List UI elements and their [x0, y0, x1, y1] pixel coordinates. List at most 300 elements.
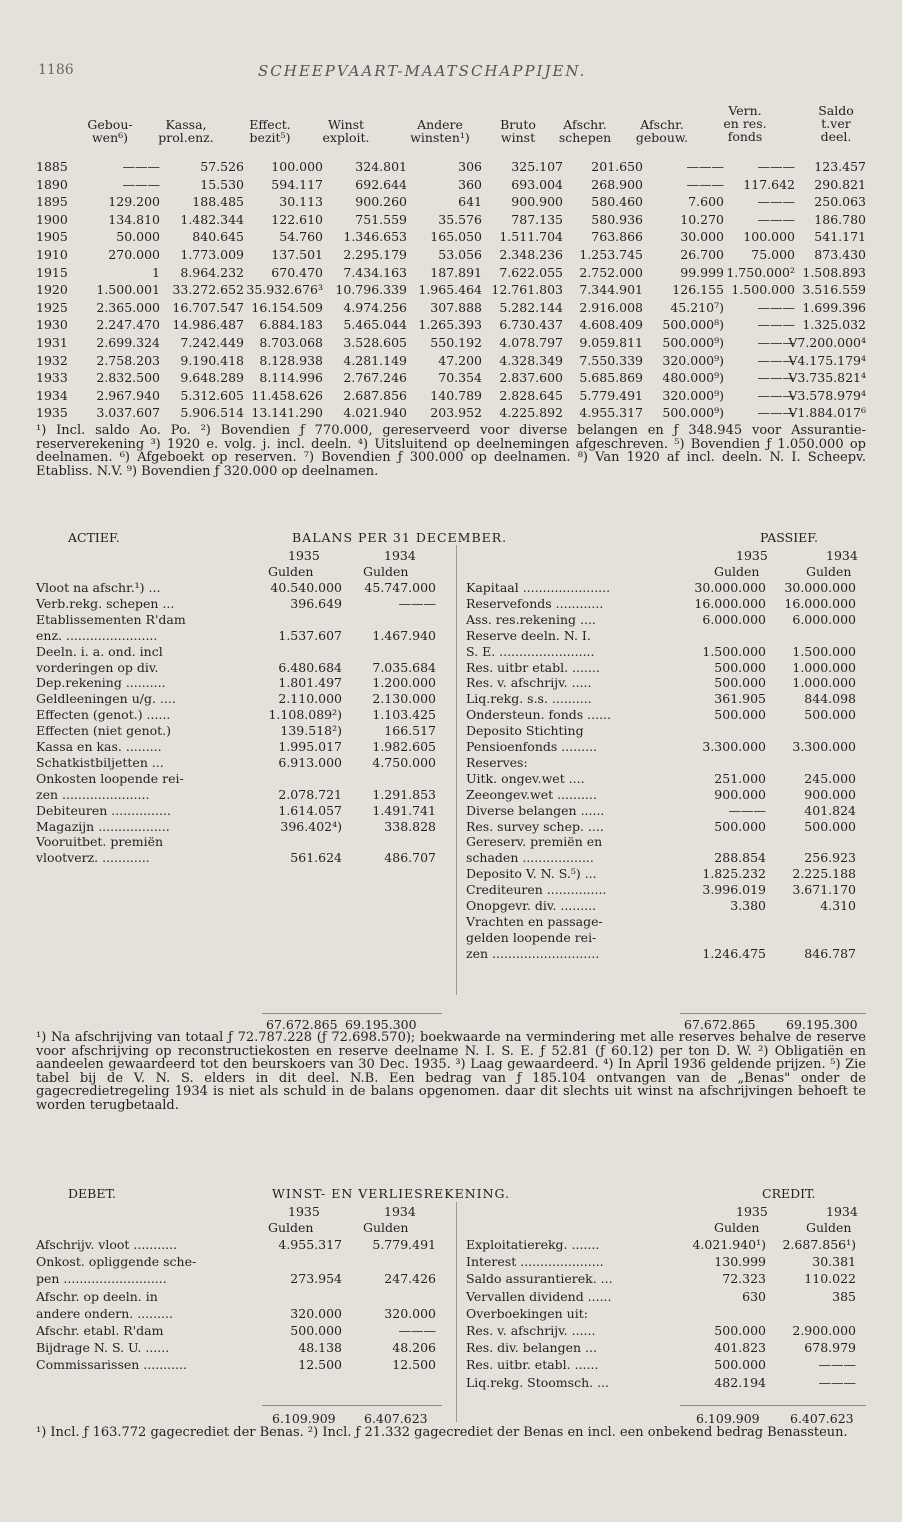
credit-row-value-1934: ———	[818, 1374, 856, 1390]
actief-row-value-1934: 1.291.853	[372, 786, 436, 802]
stats-cell: 270.000	[108, 247, 160, 262]
stats-col-header: Vern. en res. fonds	[723, 103, 767, 144]
stats-cell: 3.528.605	[343, 335, 407, 350]
stats-cell: 594.117	[271, 176, 323, 192]
stats-cell: 324.801	[355, 159, 407, 174]
passief-row	[466, 947, 866, 961]
stats-col-header: Saldo t.ver deel.	[818, 103, 854, 144]
stats-cell: 100.000	[743, 229, 795, 245]
balans-total: 69.195.300	[786, 1017, 858, 1032]
stats-cell: 2.295.179	[343, 247, 407, 262]
actief-row-value-1935: 1.614.057	[278, 802, 342, 818]
stats-cell: ———	[757, 370, 795, 386]
stats-cell: 1.699.396	[802, 299, 866, 315]
credit-row-label: Exploitatierekg. .......	[466, 1237, 600, 1252]
passief-row	[466, 597, 866, 611]
year-header: 1935	[288, 1204, 320, 1219]
stats-cell: ———	[122, 159, 160, 174]
actief-row-value-1935: 1.995.017	[278, 739, 342, 754]
stats-cell: 45.210⁷)	[670, 299, 724, 315]
actief-row-value-1934: 4.750.000	[372, 754, 436, 770]
stats-cell: 480.000⁹)	[662, 370, 724, 386]
passief-row-value-1935: 500.000	[714, 659, 766, 675]
stats-cell: 9.190.418	[180, 352, 244, 368]
passief-row	[466, 661, 866, 675]
passief-row-label: Onopgevr. div. .........	[466, 898, 597, 913]
stats-cell: 9.059.811	[579, 335, 643, 350]
unit-header: Gulden	[268, 564, 314, 579]
stats-cell: ———	[757, 194, 795, 210]
year-header: 1935	[288, 548, 320, 563]
passief-row-label: Ondersteun. fonds ......	[466, 707, 611, 723]
actief-row-value-1934: 7.035.684	[372, 659, 436, 675]
wv-total: 6.407.623	[364, 1411, 428, 1426]
credit-row	[466, 1324, 866, 1338]
stats-cell: 54.760	[279, 229, 323, 245]
debet-row-label: pen ..........................	[36, 1271, 167, 1287]
actief-row-label: Effecten (niet genot.)	[36, 723, 172, 739]
wv-credit-title: CREDIT.	[762, 1186, 816, 1201]
passief-row	[466, 883, 866, 897]
stats-cell: 2.916.008	[579, 299, 643, 315]
stats-cell: 840.645	[192, 229, 244, 245]
stats-cell: 290.821	[814, 176, 866, 192]
credit-row	[466, 1238, 866, 1252]
stats-cell: ———	[757, 159, 795, 174]
actief-row-value-1935: 139.518²)	[280, 723, 342, 739]
debet-row	[36, 1324, 448, 1338]
stats-year: 1895	[36, 194, 68, 210]
year-header: 1934	[384, 548, 416, 563]
stats-cell: 50.000	[116, 229, 160, 245]
actief-row-label: Kassa en kas. .........	[36, 739, 162, 754]
stats-cell: 4.608.409	[579, 317, 643, 333]
stats-cell: ———	[757, 317, 795, 333]
stats-row	[0, 177, 902, 190]
stats-cell: 693.004	[511, 176, 563, 192]
actief-row	[36, 597, 448, 611]
stats-cell: 500.000⁸)	[662, 317, 724, 333]
stats-cell: V3.578.979⁴	[788, 387, 866, 403]
passief-row	[466, 692, 866, 706]
debet-row	[36, 1255, 448, 1269]
passief-row-label: Pensioenfonds .........	[466, 739, 598, 754]
stats-cell: 1	[152, 264, 160, 280]
page-number: 1186	[38, 62, 74, 78]
stats-cell: 580.936	[591, 211, 643, 227]
unit-header: Gulden	[806, 1220, 852, 1235]
passief-row-label: Reservefonds ............	[466, 595, 604, 611]
stats-footnote: ¹) Incl. saldo Ao. Po. ²) Bovendien ƒ 770.000, gereserveerd voor diverse belangen en ƒ 348.945 voor Assurantie-reserverekening ³) 1920 e. volg. j. incl. deeln. ⁴) Uitsluitend op deelnemingen afgeschreven. ⁵) Bovendien ƒ 1.050.000 op deelnamen. ⁶) Afgeboekt op reserven. ⁷) Bovendien ƒ 300.000 op deelnamen. ⁸) Van 1920 af incl. deeln. N. I. Scheepv. Etabliss. N.V. ⁹) Bovendien ƒ 320.000 op deelnamen.	[36, 423, 866, 479]
debet-row-value-1934: 48.206	[392, 1340, 436, 1356]
stats-cell: 9.648.289	[180, 370, 244, 386]
actief-row-label: Geldleeningen u/g. ....	[36, 691, 176, 707]
stats-cell: 13.141.290	[251, 405, 323, 421]
debet-row	[36, 1290, 448, 1304]
wv-total: 6.109.909	[696, 1411, 760, 1426]
stats-cell: 2.752.000	[579, 264, 643, 280]
stats-cell: 7.344.901	[579, 282, 643, 298]
debet-row	[36, 1341, 448, 1355]
passief-row-label: Res. survey schep. ....	[466, 818, 604, 834]
stats-row	[0, 388, 902, 401]
stats-cell: 8.964.232	[180, 264, 244, 280]
balans-passief-title: PASSIEF.	[760, 530, 818, 545]
actief-row-label: Debiteuren ...............	[36, 802, 171, 818]
passief-row-label: Reserves:	[466, 754, 528, 770]
stats-cell: 2.348.236	[499, 247, 563, 262]
passief-row-value-1934: 2.225.188	[792, 866, 856, 882]
debet-row-value-1935: 273.954	[290, 1271, 342, 1287]
stats-cell: 580.460	[591, 194, 643, 210]
passief-row-value-1935: 361.905	[714, 691, 766, 707]
stats-cell: 1.750.000²	[726, 264, 795, 280]
passief-row	[466, 867, 866, 881]
stats-cell: 325.107	[511, 159, 563, 174]
actief-row-label: Effecten (genot.) ......	[36, 707, 171, 723]
stats-cell: 6.730.437	[499, 317, 563, 333]
stats-cell: 7.242.449	[180, 335, 244, 350]
passief-row	[466, 788, 866, 802]
stats-cell: 70.354	[438, 370, 482, 386]
credit-row	[466, 1376, 866, 1390]
actief-row-value-1934: 1.467.940	[372, 627, 436, 643]
credit-row-value-1935: 401.823	[714, 1340, 766, 1356]
stats-cell: 641	[458, 194, 482, 210]
actief-row	[36, 692, 448, 706]
stats-row	[0, 265, 902, 278]
credit-row-label: Res. v. afschrijv. ......	[466, 1323, 596, 1338]
wv-footnote: ¹) Incl. ƒ 163.772 gagecrediet der Benas. ²) Incl. ƒ 21.332 gagecrediet der Benas en incl. een onbekend bedrag Benassteun.	[36, 1425, 848, 1440]
stats-cell: 360	[458, 176, 482, 192]
credit-row-value-1935: 130.999	[714, 1254, 766, 1270]
stats-row	[0, 317, 902, 333]
actief-row-label: Onkosten loopende rei-	[36, 770, 184, 786]
debet-row-value-1934: 320.000	[384, 1305, 436, 1321]
passief-row-label: schaden ..................	[466, 850, 594, 866]
actief-row-value-1934: 45.747.000	[364, 580, 436, 595]
passief-row-label: Diverse belangen ......	[466, 802, 605, 818]
stats-cell: 15.530	[200, 176, 244, 192]
passief-row-value-1935: 3.300.000	[702, 739, 766, 754]
stats-year: 1920	[36, 282, 68, 298]
debet-row-label: Afschrijv. vloot ...........	[36, 1237, 178, 1252]
passief-row-label: Res. uitbr etabl. .......	[466, 659, 600, 675]
passief-row	[466, 724, 866, 738]
passief-row-label: Deposito Stichting	[466, 723, 584, 739]
stats-cell: 1.253.745	[579, 247, 643, 262]
actief-row-label: enz. .......................	[36, 627, 158, 643]
stats-col-header: Afschr. gebouw.	[635, 117, 689, 145]
stats-year: 1915	[36, 264, 68, 280]
stats-cell: 8.128.938	[259, 352, 323, 368]
year-header: 1934	[384, 1204, 416, 1219]
wv-total-rule	[262, 1405, 442, 1406]
debet-row-value-1934: 247.426	[384, 1271, 436, 1287]
passief-row	[466, 835, 866, 849]
stats-cell: 186.780	[814, 211, 866, 227]
stats-cell: ———	[757, 405, 795, 421]
stats-cell: 8.703.068	[259, 335, 323, 350]
credit-row-value-1935: 482.194	[714, 1374, 766, 1390]
stats-cell: 129.200	[108, 194, 160, 210]
stats-cell: 307.888	[430, 299, 482, 315]
balans-footnote: ¹) Na afschrijving van totaal ƒ 72.787.228 (ƒ 72.698.570); boekwaarde na vermindering met alle reserves behalve de reserve voor afschrijving op reconstructiekosten en reserve deelname N. I. S. E. ƒ 52.81 (ƒ 60.12) per ton D. W. ²) Obligatiën en aandeelen gewaardeerd tot den beurskoers van 30 Dec. 1935. ³) Laag gewaardeerd. ⁴) In April 1936 geldende prijzen. ⁵) Zie tabel bij de V. N. S. elders in dit deel. N.B. Een bedrag van ƒ 185.104 ontvangen van de „Benas" onder de gagecredietregeling 1934 is niet als schuld in de balans opgenomen. daar dit slechts uit winst na afschrijvingen behoeft te worden terugbetaald.	[36, 1030, 866, 1113]
stats-cell: 201.650	[591, 159, 643, 174]
stats-cell: ———	[686, 159, 724, 174]
stats-cell: 4.974.256	[343, 299, 407, 315]
passief-row-value-1935: 3.996.019	[702, 882, 766, 898]
actief-row-value-1935: 1.108.089²)	[268, 707, 342, 723]
actief-row-value-1935: 1.537.607	[278, 627, 342, 643]
stats-row	[0, 405, 902, 421]
year-header: 1935	[736, 548, 768, 563]
credit-row-label: Vervallen dividend ......	[466, 1288, 612, 1304]
stats-cell: 1.265.393	[418, 317, 482, 333]
passief-row	[466, 613, 866, 627]
stats-cell: ———	[757, 352, 795, 368]
credit-row-label: Res. uitbr. etabl. ......	[466, 1357, 599, 1373]
stats-year: 1890	[36, 176, 68, 192]
year-header: 1934	[826, 1204, 858, 1219]
passief-row	[466, 899, 866, 913]
stats-cell: 873.430	[814, 247, 866, 262]
stats-cell: 10.270	[680, 211, 724, 227]
stats-cell: 7.550.339	[579, 352, 643, 368]
passief-row-label: Res. v. afschrijv. .....	[466, 675, 592, 691]
stats-cell: 203.952	[430, 405, 482, 421]
actief-row	[36, 613, 448, 627]
stats-col-header: Gebou- wen⁶)	[87, 117, 133, 145]
credit-row	[466, 1255, 866, 1269]
actief-row-value-1935: 396.402⁴)	[280, 818, 342, 834]
stats-cell: 117.642	[743, 176, 795, 192]
unit-header: Gulden	[363, 564, 409, 579]
stats-cell: 5.685.869	[579, 370, 643, 386]
stats-cell: 900.900	[511, 194, 563, 210]
stats-row	[0, 194, 902, 210]
passief-row-label: Deposito V. N. S.⁵) ...	[466, 866, 597, 882]
actief-row-label: Etablissementen R'dam	[36, 611, 186, 627]
stats-cell: 1.965.464	[418, 282, 482, 298]
actief-row-value-1935: 2.110.000	[278, 691, 342, 707]
stats-cell: 6.884.183	[259, 317, 323, 333]
year-header: 1934	[826, 548, 858, 563]
stats-cell: 126.155	[672, 282, 724, 298]
actief-row-value-1935: 396.649	[290, 595, 342, 611]
credit-row-value-1934: 30.381	[812, 1254, 856, 1270]
credit-row-value-1934: 2.900.000	[792, 1323, 856, 1338]
stats-cell: 14.986.487	[172, 317, 244, 333]
balans-divider	[456, 545, 457, 995]
balans-total-rule	[680, 1013, 866, 1014]
actief-row	[36, 820, 448, 834]
actief-row-value-1935: 2.078.721	[278, 786, 342, 802]
passief-row-value-1935: 1.825.232	[702, 866, 766, 882]
wv-debet-title: DEBET.	[68, 1186, 116, 1201]
stats-cell: 500.000⁹)	[662, 335, 724, 350]
debet-row-label: Commissarissen ...........	[36, 1357, 188, 1373]
passief-row-label: Liq.rekg. s.s. ..........	[466, 691, 592, 707]
stats-cell: 900.260	[355, 194, 407, 210]
credit-row-value-1934: 385	[832, 1288, 856, 1304]
unit-header: Gulden	[268, 1220, 314, 1235]
stats-cell: 8.114.996	[259, 370, 323, 386]
actief-row-label: Verb.rekg. schepen ...	[36, 595, 175, 611]
stats-cell: ———	[757, 387, 795, 403]
passief-row-label: Vrachten en passage-	[466, 913, 603, 929]
stats-year: 1931	[36, 335, 68, 350]
credit-row-label: Interest .....................	[466, 1254, 604, 1270]
stats-year: 1905	[36, 229, 68, 245]
credit-row-label: Overboekingen uit:	[466, 1305, 588, 1321]
actief-row-value-1934: 1.200.000	[372, 675, 436, 691]
stats-row	[0, 282, 902, 298]
passief-row-value-1934: 3.671.170	[792, 882, 856, 898]
passief-row-value-1934: 500.000	[804, 707, 856, 723]
unit-header: Gulden	[363, 1220, 409, 1235]
credit-row	[466, 1272, 866, 1286]
actief-row	[36, 756, 448, 770]
debet-row-value-1935: 12.500	[298, 1357, 342, 1373]
actief-row-label: zen ......................	[36, 786, 150, 802]
actief-row-value-1935: 6.913.000	[278, 754, 342, 770]
passief-row	[466, 772, 866, 786]
stats-cell: 1.773.009	[180, 247, 244, 262]
stats-col-header: Kassa, prol.enz.	[158, 117, 214, 145]
credit-row-value-1935: 630	[742, 1288, 766, 1304]
stats-cell: 2.767.246	[343, 370, 407, 386]
passief-row-value-1934: 30.000.000	[784, 580, 856, 595]
passief-row-value-1934: 900.000	[804, 786, 856, 802]
stats-cell: 2.699.324	[96, 335, 160, 350]
credit-row	[466, 1358, 866, 1372]
stats-cell: 5.465.044	[343, 317, 407, 333]
stats-row	[0, 300, 902, 313]
stats-cell: 30.113	[279, 194, 323, 210]
passief-row-label: Reserve deeln. N. I.	[466, 627, 591, 643]
passief-row	[466, 676, 866, 690]
actief-row	[36, 581, 448, 595]
stats-cell: 2.967.940	[96, 387, 160, 403]
wv-divider	[456, 1202, 457, 1422]
debet-row-value-1935: 48.138	[298, 1340, 342, 1356]
passief-row-label: zen ...........................	[466, 945, 600, 961]
debet-row-value-1935: 4.955.317	[278, 1237, 342, 1252]
stats-cell: 134.810	[108, 211, 160, 227]
stats-cell: ———	[757, 335, 795, 350]
stats-year: 1934	[36, 387, 68, 403]
actief-row	[36, 772, 448, 786]
actief-row-label: Deeln. i. a. ond. incl	[36, 643, 163, 659]
stats-year: 1933	[36, 370, 68, 386]
stats-cell: 1.511.704	[499, 229, 563, 245]
stats-cell: 4.281.149	[343, 352, 407, 368]
debet-row	[36, 1307, 448, 1321]
stats-year: 1935	[36, 405, 68, 421]
stats-cell: 670.470	[271, 264, 323, 280]
actief-row-value-1934: 2.130.000	[372, 691, 436, 707]
stats-cell: 1.482.344	[180, 211, 244, 227]
credit-row-value-1935: 72.323	[722, 1271, 766, 1287]
debet-row	[36, 1238, 448, 1252]
passief-row	[466, 820, 866, 834]
actief-row-label: Vloot na afschr.¹) ...	[36, 580, 161, 595]
actief-row-value-1935: 6.480.684	[278, 659, 342, 675]
passief-row-value-1935: 500.000	[714, 818, 766, 834]
passief-row-label: Uitk. ongev.wet ....	[466, 770, 585, 786]
passief-row-label: Gereserv. premiën en	[466, 834, 603, 850]
stats-cell: 763.866	[591, 229, 643, 245]
stats-cell: 187.891	[430, 264, 482, 280]
stats-cell: 26.700	[680, 247, 724, 262]
stats-year: 1885	[36, 159, 68, 174]
balans-total: 67.672.865	[684, 1017, 756, 1032]
passief-row-value-1935: 1.246.475	[702, 945, 766, 961]
actief-row-value-1935: 40.540.000	[270, 580, 342, 595]
debet-row-value-1935: 320.000	[290, 1305, 342, 1321]
passief-row-value-1935: 6.000.000	[702, 611, 766, 627]
stats-cell: 320.000⁹)	[662, 352, 724, 368]
actief-row-label: Magazijn ..................	[36, 818, 170, 834]
stats-cell: 2.828.645	[499, 387, 563, 403]
credit-row	[466, 1341, 866, 1355]
stats-year: 1900	[36, 211, 68, 227]
stats-cell: 5.906.514	[180, 405, 244, 421]
stats-cell: 2.837.600	[499, 370, 563, 386]
stats-cell: 16.154.509	[251, 299, 323, 315]
stats-year: 1930	[36, 317, 68, 333]
actief-row-label: Vooruitbet. premiën	[36, 834, 164, 850]
stats-cell: 3.037.607	[96, 405, 160, 421]
passief-row-value-1934: 6.000.000	[792, 611, 856, 627]
wv-total-rule	[680, 1405, 866, 1406]
stats-cell: 10.796.339	[335, 282, 407, 298]
debet-row-value-1934: 12.500	[392, 1357, 436, 1373]
passief-row-label: Kapitaal ......................	[466, 580, 611, 595]
stats-row	[0, 229, 902, 245]
stats-cell: 250.063	[814, 194, 866, 210]
credit-row	[466, 1307, 866, 1321]
unit-header: Gulden	[806, 564, 852, 579]
stats-cell: 1.346.653	[343, 229, 407, 245]
credit-row-value-1934: 678.979	[804, 1340, 856, 1356]
actief-row-label: Dep.rekening ..........	[36, 675, 166, 691]
passief-row-value-1935: 16.000.000	[694, 595, 766, 611]
passief-row	[466, 804, 866, 818]
actief-row	[36, 835, 448, 849]
actief-row-label: Schatkistbiljetten ...	[36, 754, 164, 770]
stats-cell: 30.000	[680, 229, 724, 245]
stats-year: 1925	[36, 299, 68, 315]
stats-cell: 2.247.470	[96, 317, 160, 333]
stats-row	[0, 247, 902, 260]
stats-cell: 33.272.652	[172, 282, 244, 298]
passief-row-label: gelden loopende rei-	[466, 929, 597, 945]
stats-cell: 100.000	[271, 159, 323, 174]
passief-row-value-1934: 245.000	[804, 770, 856, 786]
passief-row-value-1934: 1.000.000	[792, 675, 856, 691]
stats-cell: 188.485	[192, 194, 244, 210]
passief-row-value-1935: 1.500.000	[702, 643, 766, 659]
passief-row-value-1934: 4.310	[820, 898, 856, 913]
passief-row-value-1935: 3.380	[730, 898, 766, 913]
stats-cell: 5.282.144	[499, 299, 563, 315]
passief-row	[466, 915, 866, 929]
stats-cell: 16.707.547	[172, 299, 244, 315]
stats-cell: 99.999	[680, 264, 724, 280]
passief-row-label: Zeeongev.wet ..........	[466, 786, 597, 802]
